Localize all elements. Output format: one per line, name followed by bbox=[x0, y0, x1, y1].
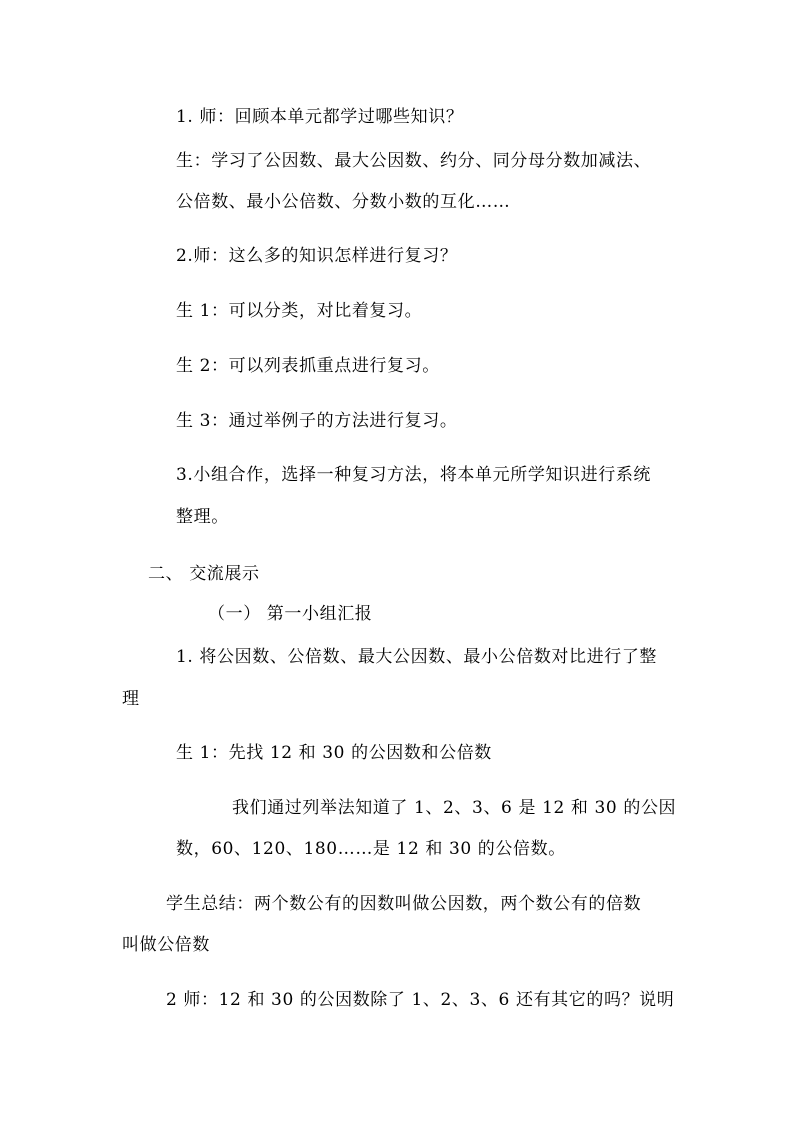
listing-result: 我们通过列举法知道了 1、2、3、6 是 12 和 30 的公因 bbox=[232, 798, 677, 818]
student-2-answer: 生 2：可以列表抓重点进行复习。 bbox=[176, 356, 440, 376]
listing-result-cont: 数，60、120、180……是 12 和 30 的公倍数。 bbox=[176, 839, 566, 859]
student-1-answer: 生 1：可以分类，对比着复习。 bbox=[176, 301, 423, 321]
teacher-question-1: 1. 师：回顾本单元都学过哪些知识？ bbox=[176, 107, 464, 127]
section-heading-2: 二、 交流展示 bbox=[148, 564, 260, 584]
teacher-question-2: 2.师：这么多的知识怎样进行复习？ bbox=[176, 246, 458, 266]
student-answer-1: 生：学习了公因数、最大公因数、约分、同分母分数加减法、 bbox=[176, 151, 652, 171]
teacher-question-3: 2 师：12 和 30 的公因数除了 1、2、3、6 还有其它的吗？说明 bbox=[166, 990, 675, 1010]
student-3-answer: 生 3：通过举例子的方法进行复习。 bbox=[176, 411, 458, 431]
student-answer-1-cont: 公倍数、最小公倍数、分数小数的互化…… bbox=[176, 192, 511, 212]
report-item-1-cont: 理 bbox=[122, 689, 140, 709]
group-task: 3.小组合作，选择一种复习方法，将本单元所学知识进行系统 bbox=[176, 465, 652, 485]
subsection-heading-1: （一） 第一小组汇报 bbox=[208, 604, 373, 624]
student-summary: 学生总结：两个数公有的因数叫做公因数，两个数公有的倍数 bbox=[166, 894, 642, 914]
student-1-method: 生 1：先找 12 和 30 的公因数和公倍数 bbox=[176, 743, 492, 763]
student-summary-cont: 叫做公倍数 bbox=[122, 935, 210, 955]
group-task-cont: 整理。 bbox=[176, 507, 229, 527]
report-item-1: 1. 将公因数、公倍数、最大公因数、最小公倍数对比进行了整 bbox=[176, 647, 658, 667]
